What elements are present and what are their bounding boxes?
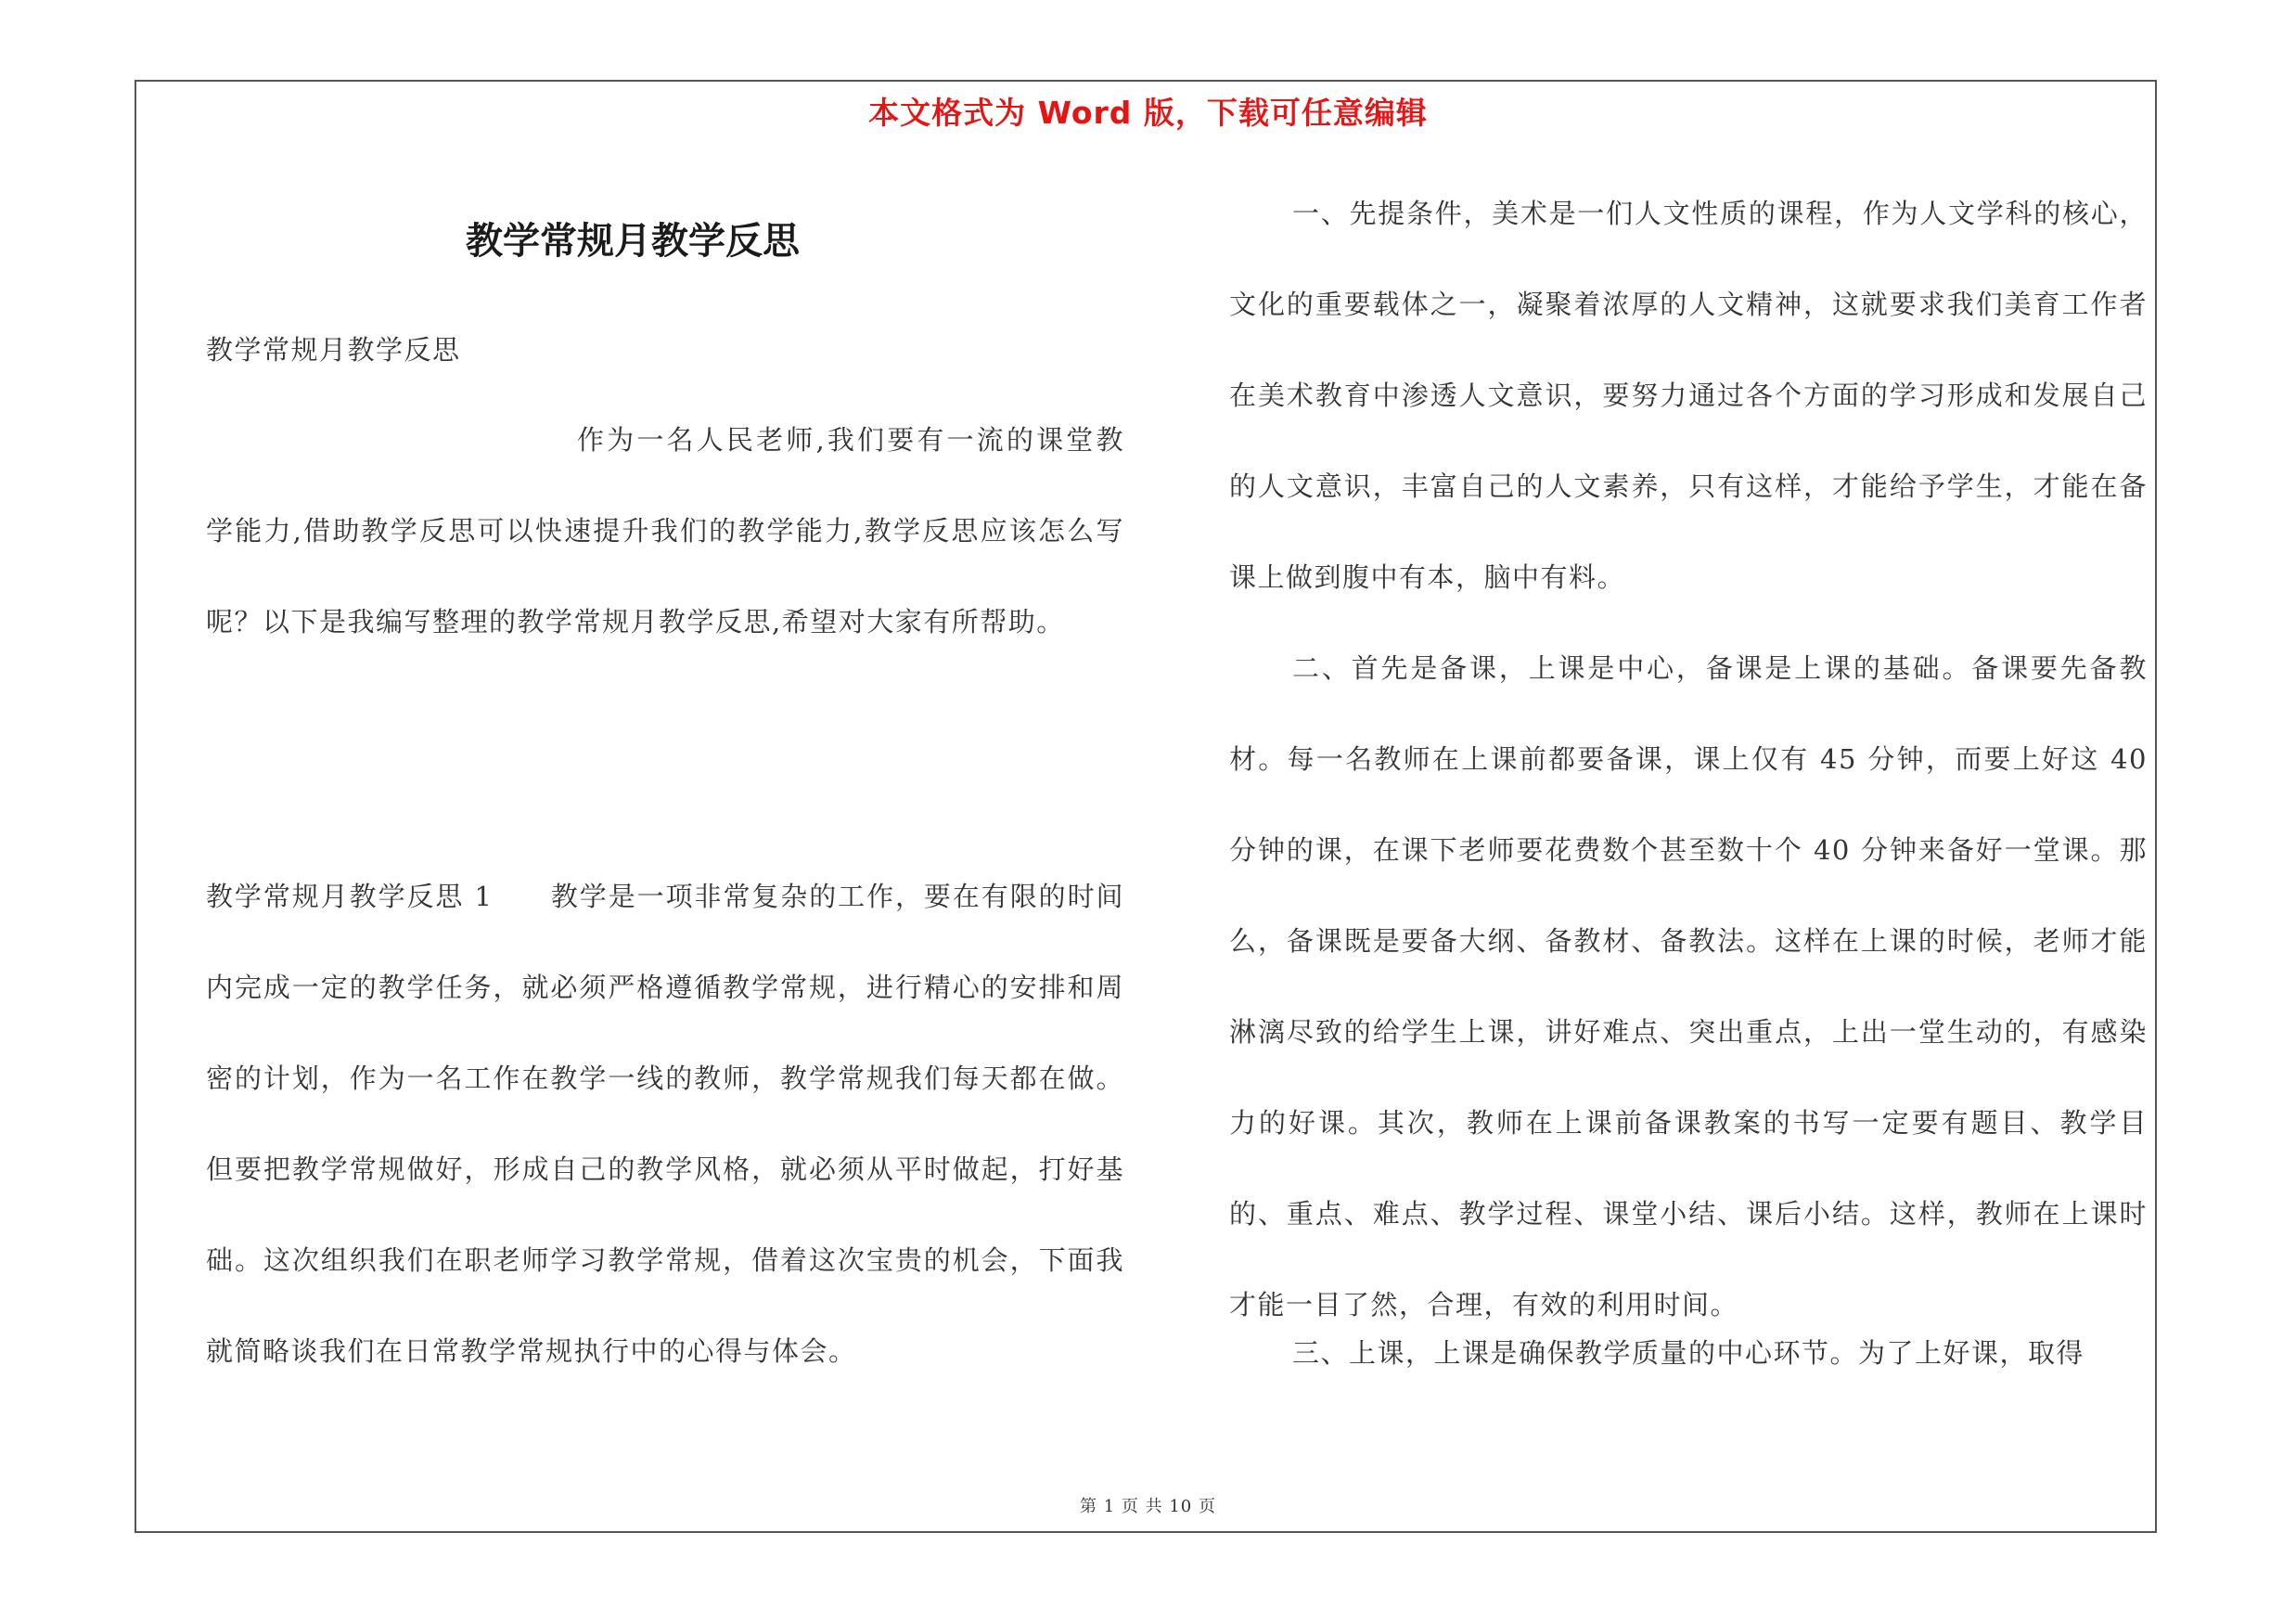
section-1-paragraph bbox=[206, 851, 1124, 1397]
point-three-paragraph: 三、上课，上课是确保教学质量的中心环节。为了上好课，取得 bbox=[1292, 1337, 2085, 1369]
word-format-banner: 本文格式为 Word 版，下载可任意编辑 bbox=[868, 95, 1428, 131]
section-1-heading: 教学常规月教学反思 1 bbox=[206, 881, 494, 912]
point-two-paragraph: 二、首先是备课，上课是中心，备课是上课的基础。备课要先备教材。每一名教师在上课前都要备课，课上仅有 45 分钟，而要上好这 40 分钟的课，在课下老师要花费数个甚至数十个 40 分钟来备好一堂课。那么，备课既是要备大纲、备教材、备教法。这样在上课的时候，老师才能淋漓尽致的给学生上课，讲好难点、突出重点，上出一堂生动的，有感染力的好课。其次，教师在上课前备课教案的书写一定要有题目、教学目的、重点、难点、教学过程、课堂小结、课后小结。这样，教师在上课时才能一目了然，合理，有效的利用时间。 bbox=[1229, 652, 2148, 1320]
document-subtitle: 教学常规月教学反思 bbox=[206, 334, 461, 366]
page-number-footer: 第 1 页 共 10 页 bbox=[1080, 1497, 1216, 1516]
point-one-paragraph: 一、先提条件，美术是一们人文性质的课程，作为人文学科的核心，文化的重要载体之一，凝聚着浓厚的人文精神，这就要求我们美育工作者在美术教育中渗透人文意识，要努力通过各个方面的学习形成和发展自己的人文意识，丰富自己的人文素养，只有这样，才能给予学生，才能在备课上做到腹中有本，脑中有料。 bbox=[1229, 198, 2148, 593]
document-title: 教学常规月教学反思 bbox=[466, 220, 800, 263]
section-1-body: 教学是一项非常复杂的工作，要在有限的时间内完成一定的教学任务，就必须严格遵循教学常规，进行精心的安排和周密的计划，作为一名工作在教学一线的教师，教学常规我们每天都在做。但要把教学常规做好，形成自己的教学风格，就必须从平时做起，打好基础。这次组织我们在职老师学习教学常规，借着这次宝贵的机会，下面我就简略谈我们在日常教学常规执行中的心得与体会。 bbox=[206, 881, 1124, 1367]
intro-paragraph: 作为一名人民老师,我们要有一流的课堂教学能力,借助教学反思可以快速提升我们的教学能力,教学反思应该怎么写呢？以下是我编写整理的教学常规月教学反思,希望对大家有所帮助。 bbox=[206, 424, 1124, 638]
